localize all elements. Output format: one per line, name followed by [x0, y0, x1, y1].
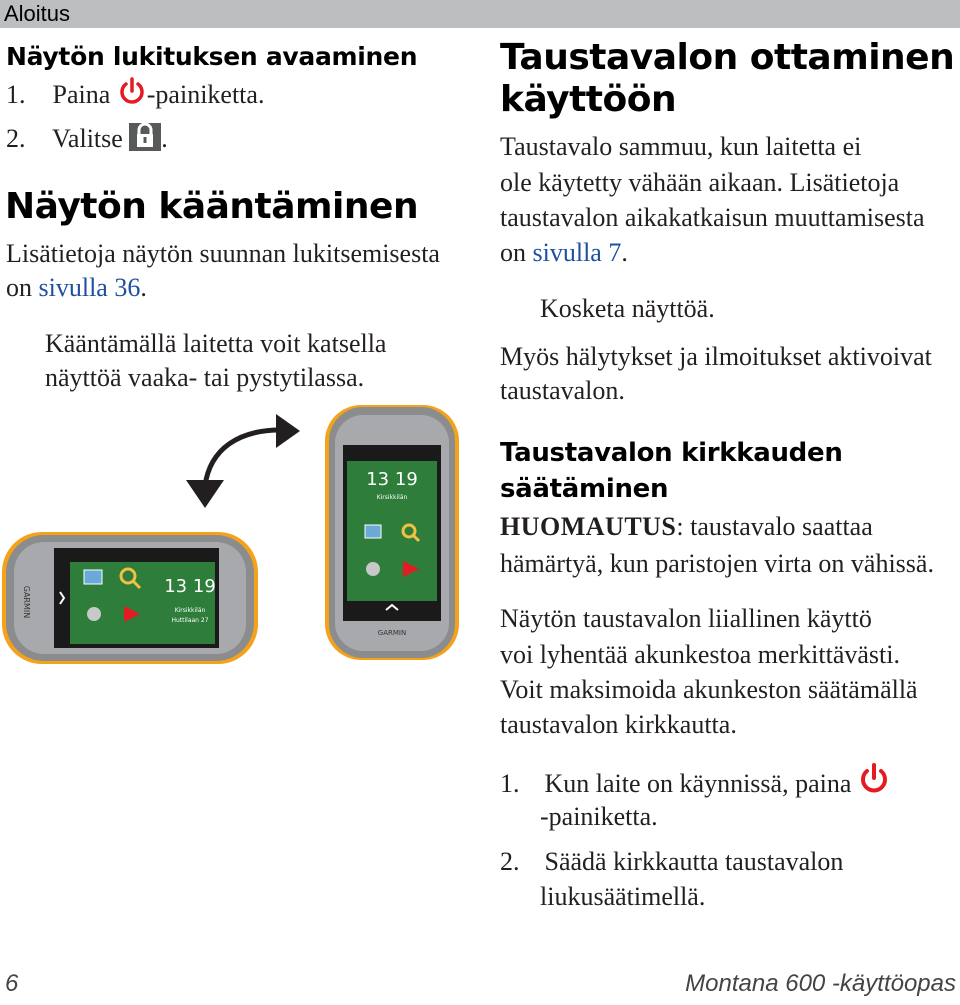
note-label: HUOMAUTUS: [500, 512, 677, 541]
svg-text:13 19: 13 19: [366, 469, 418, 490]
step-number: 1.: [6, 80, 26, 109]
text: on: [6, 273, 39, 302]
rotate-text-1: Lisätietoja näytön suunnan lukitsemisesta: [6, 239, 440, 268]
backlight-text-2: ole käytetty vähään aikaan. Lisätietoja: [500, 168, 900, 197]
step-number: 2.: [6, 124, 26, 153]
text: on: [500, 238, 533, 267]
device-portrait-image: [325, 405, 459, 660]
page-link[interactable]: sivulla 7: [532, 238, 622, 267]
brightness-text-4: taustavalon kirkkautta.: [500, 710, 737, 739]
header-bar: [0, 0, 960, 28]
brightness-step-2: [500, 845, 843, 879]
step-text-suffix: .: [161, 124, 168, 153]
manual-title: Montana 600 -käyttöopas: [685, 970, 956, 997]
section-label: Aloitus: [4, 1, 71, 26]
backlight-text-4: [500, 236, 628, 270]
step-text: Kun laite on käynnissä, paina: [544, 769, 852, 798]
brightness-step-2-cont: liukusäätimellä.: [540, 882, 706, 911]
brightness-text-2: voi lyhentää akunkestoa merkittävästi.: [500, 640, 900, 669]
unlock-step-2: [6, 121, 168, 156]
svg-text:Kirsikkilän: Kirsikkilän: [376, 494, 408, 501]
step-number: 2.: [500, 847, 520, 876]
brightness-note-1: [500, 510, 873, 544]
power-icon: [117, 77, 147, 107]
device-landscape-image: [2, 532, 258, 664]
unlock-heading: Näytön lukituksen avaaminen: [6, 42, 418, 71]
svg-text:Huttilaan 27: Huttilaan 27: [171, 617, 209, 624]
backlight-step: Kosketa näyttöä.: [540, 294, 715, 323]
brightness-text-1: Näytön taustavalon liiallinen käyttö: [500, 604, 872, 633]
power-icon: [858, 762, 890, 796]
brightness-heading-1: Taustavalon kirkkauden: [500, 438, 843, 468]
brightness-note-2: hämärtyä, kun paristojen virta on vähissä.: [500, 549, 934, 578]
backlight-text-1: Taustavalo sammuu, kun laitetta ei: [500, 132, 862, 161]
text: .: [621, 238, 628, 267]
unlock-step-1: [6, 77, 264, 112]
svg-text:GARMIN: GARMIN: [377, 629, 407, 637]
svg-text:13 19: 13 19: [164, 576, 216, 597]
rotate-heading: Näytön kääntäminen: [5, 186, 419, 227]
page-link[interactable]: sivulla 36: [38, 273, 141, 302]
note-text: : taustavalo saattaa: [676, 512, 873, 541]
brightness-text-3: Voit maksimoida akunkeston säätämällä: [500, 675, 918, 704]
svg-text:Kirsikkilän: Kirsikkilän: [174, 607, 206, 614]
step-number: 1.: [500, 769, 520, 798]
step-text: Säädä kirkkautta taustavalon: [544, 847, 844, 876]
backlight-text-3: taustavalon aikakatkaisun muuttamisesta: [500, 203, 925, 232]
backlight-heading-1: Taustavalon ottaminen: [500, 37, 955, 78]
brightness-heading-2: säätäminen: [500, 474, 669, 504]
backlight-text-5: Myös hälytykset ja ilmoitukset aktivoivat: [500, 342, 932, 371]
backlight-text-6: taustavalon.: [500, 376, 625, 405]
rotate-text-3: Kääntämällä laitetta voit katsella: [45, 329, 387, 358]
page-number: 6: [5, 970, 19, 997]
brightness-step-1: [500, 762, 890, 801]
step-text: Valitse: [52, 124, 123, 153]
brightness-step-1-cont: -painiketta.: [540, 802, 658, 831]
rotate-arrow-icon: [180, 408, 305, 518]
step-text-suffix: -painiketta.: [146, 80, 265, 109]
rotate-text-2: [6, 271, 147, 305]
step-text: Paina: [52, 80, 111, 109]
backlight-heading-2: käyttöön: [500, 79, 677, 120]
svg-text:GARMIN: GARMIN: [22, 585, 31, 619]
rotate-text-4: näyttöä vaaka- tai pystytilassa.: [45, 363, 365, 392]
text: .: [140, 273, 147, 302]
lock-icon: [129, 121, 161, 151]
